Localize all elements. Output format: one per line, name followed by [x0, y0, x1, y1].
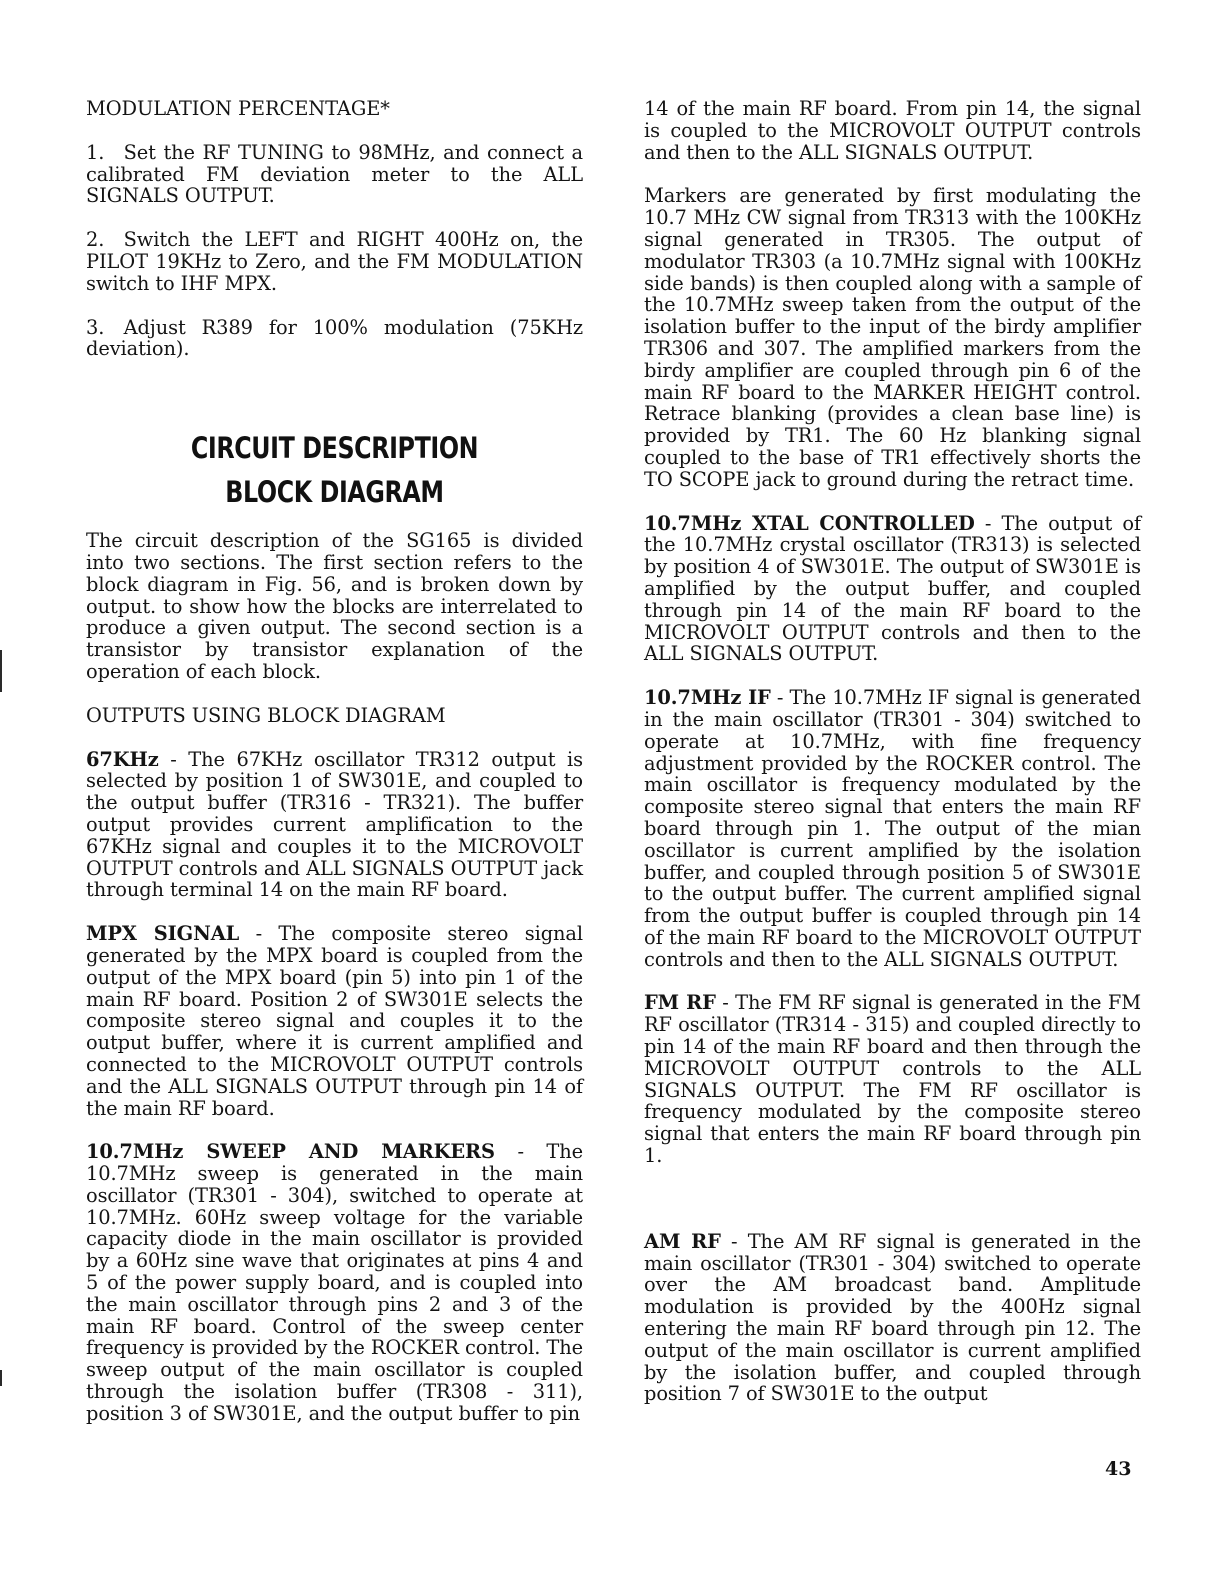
modulation-step-2: 2. Switch the LEFT and RIGHT 400Hz on, the PILOT 19KHz to Zero, and the FM MODULATION switch to IHF MPX.: [86, 228, 583, 295]
paragraph-67khz: [86, 749, 583, 902]
intro-paragraph: The circuit description of the SG165 is divided into two sections. The first section refers to the block diagram in Fig. 56, and is broken down by output. to show how the blocks are interrelated to produce a given output. The second section is a transistor by transistor explanation of the operation of each block.: [86, 529, 583, 683]
left-column: [86, 98, 583, 1447]
paragraph-sweep-continued: 14 of the main RF board. From pin 14, the signal is coupled to the MICROVOLT OUTPUT controls and then to the ALL SIGNALS OUTPUT.: [644, 97, 1141, 164]
paragraph-fm-rf: [644, 992, 1141, 1166]
paragraph-body: - The 10.7MHz IF signal is generated in the main oscillator (TR301 - 304) switched to operate at 10.7MHz, with fine frequency adjustment provided by the ROCKER control. The main oscillator is frequency modulated by the composite stereo signal that enters the main RF board through pin 1. The output of the mian oscillator is current amplified by the isolation buffer, and coupled through position 5 of SW301E to the output buffer. The current amplified signal from the output buffer is coupled through pin 14 of the main RF board to the MICROVOLT OUTPUT controls and then to the ALL SIGNALS OUTPUT.: [644, 686, 1141, 971]
modulation-percentage-heading: MODULATION PERCENTAGE*: [86, 97, 390, 120]
circuit-description-title: [131, 426, 539, 514]
paragraph-sweep-markers: [86, 1141, 583, 1424]
paragraph-body: - The FM RF signal is generated in the FM RF oscillator (TR314 - 315) and coupled directly to pin 14 of the main RF board and then through the MICROVOLT OUTPUT controls to the ALL SIGNALS OUTPUT. The FM RF oscillator is frequency modulated by the composite stereo signal that enters the main RF board through pin 1.: [644, 991, 1141, 1168]
scan-edge-mark: [0, 650, 2, 692]
modulation-step-3: 3. Adjust R389 for 100% modulation (75KHz deviation).: [86, 315, 583, 361]
paragraph-markers: Markers are generated by first modulating the 10.7 MHz CW signal from TR313 with the 100KHz signal generated in TR305. The output of modulator TR303 (a 10.7MHz signal with 100KHz side bands) is then coupled along with a sample of the 10.7MHz sweep taken from the output of the isolation buffer to the input of the birdy amplifier TR306 and 307. The amplified markers from the birdy amplifier are coupled through pin 6 of the main RF board to the MARKER HEIGHT control. Retrace blanking (provides a clean base line) is provided by TR1. The 60 Hz blanking signal coupled to the base of TR1 effectively shorts the TO SCOPE jack to ground during the retract time.: [644, 184, 1141, 491]
paragraph-xtal-controlled: [644, 513, 1141, 666]
paragraph-body: - The 10.7MHz sweep is generated in the main oscillator (TR301 - 304), switched to operate at 10.7MHz. 60Hz sweep voltage for the variable capacity diode in the main oscillator is provided by a 60Hz sine wave that originates at pins 4 and 5 of the power supply board, and is coupled into the main oscillator through pins 2 and 3 of the main RF board. Control of the sweep center frequency is provided by the ROCKER control. The sweep output of the main oscillator is coupled through the isolation buffer (TR308 - 311), position 3 of SW301E, and the output buffer to pin: [86, 1140, 583, 1425]
paragraph-lead: AM RF: [644, 1229, 721, 1253]
paragraph-if: [644, 687, 1141, 970]
paragraph-mpx-signal: [86, 923, 583, 1119]
paragraph-lead: 10.7MHz IF: [644, 686, 771, 710]
scan-edge-mark: [0, 1370, 2, 1386]
paragraph-lead: 10.7MHz XTAL CONTROLLED: [644, 511, 975, 535]
paragraph-am-rf: [644, 1231, 1141, 1405]
paragraph-lead: FM RF: [644, 991, 716, 1015]
paragraph-body: - The AM RF signal is generated in the main oscillator (TR301 - 304) switched to operate over the AM broadcast band. Amplitude modulation is provided by the 400Hz signal entering the main RF board through pin 12. The output of the main oscillator is current amplified by the isolation buffer, and coupled through position 7 of SW301E to the output: [644, 1229, 1141, 1406]
paragraph-body: - The output of the 10.7MHz crystal oscillator (TR313) is selected by position 4 of SW301E. The output of SW301E is amplified by the output buffer, and coupled through pin 14 of the main RF board to the MICROVOLT OUTPUT controls and then to the ALL SIGNALS OUTPUT.: [644, 511, 1141, 666]
title-line-1: CIRCUIT DESCRIPTION: [190, 431, 479, 466]
outputs-heading: OUTPUTS USING BLOCK DIAGRAM: [86, 703, 446, 727]
title-line-2: BLOCK DIAGRAM: [225, 475, 444, 510]
modulation-step-1: 1. Set the RF TUNING to 98MHz, and connect a calibrated FM deviation meter to the ALL SIGNALS OUTPUT.: [86, 140, 583, 208]
paragraph-body: - The composite stereo signal generated by the MPX board is coupled from the output of the MPX board (pin 5) into pin 1 of the main RF board. Position 2 of SW301E selects the composite stereo signal and couples it to the output buffer, where it is current amplified and connected to the MICROVOLT OUTPUT controls and the ALL SIGNALS OUTPUT through pin 14 of the main RF board.: [86, 922, 583, 1120]
page-number: 43: [1105, 1458, 1132, 1480]
paragraph-body: - The 67KHz oscillator TR312 output is selected by position 1 of SW301E, and coupled to the output buffer (TR316 - TR321). The buffer output provides current amplification to the 67KHz signal and couples it to the MICROVOLT OUTPUT controls and ALL SIGNALS OUTPUT jack through terminal 14 on the main RF board.: [86, 747, 583, 902]
paragraph-lead: MPX SIGNAL: [86, 922, 240, 946]
paragraph-lead: 67KHz: [86, 747, 159, 771]
right-column: [644, 98, 1141, 1427]
paragraph-lead: 10.7MHz SWEEP AND MARKERS: [86, 1140, 495, 1164]
